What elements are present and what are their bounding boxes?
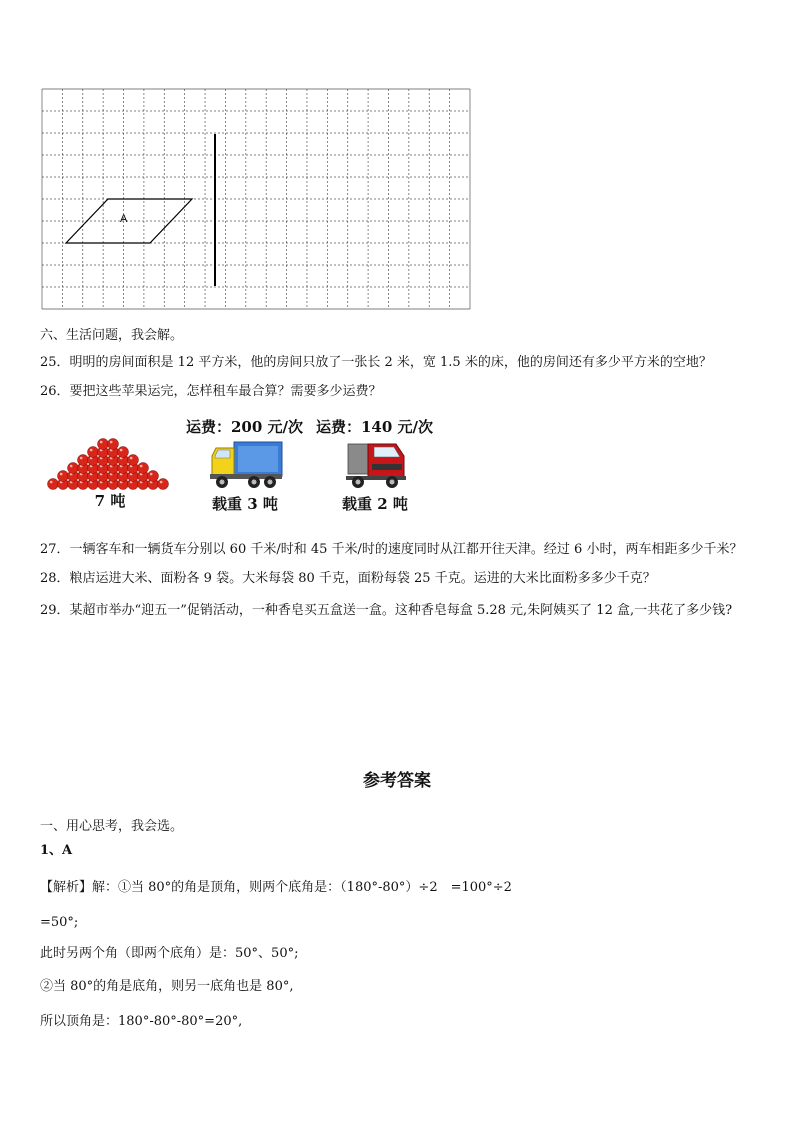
figure-label: A bbox=[120, 213, 128, 225]
analysis-line-3: 此时另两个角（即两个底角）是：50°、50°; bbox=[40, 946, 299, 961]
apple bbox=[108, 439, 119, 450]
apple-highlight bbox=[140, 465, 143, 468]
apple-highlight bbox=[70, 465, 73, 468]
truck-3t-image bbox=[208, 438, 284, 490]
analysis-line-1: 【解析】解：①当 80°的角是顶角，则两个底角是：（180°-80°）÷2 =100°÷2 bbox=[40, 880, 512, 895]
truck-3t-label: 载重 3 吨 bbox=[212, 495, 278, 513]
analysis-line-4: ②当 80°的角是底角，则另一底角也是 80°, bbox=[40, 979, 294, 994]
apple-pile-image bbox=[42, 434, 174, 490]
apple bbox=[148, 471, 159, 482]
analysis-line-5: 所以顶角是：180°-80°-80°=20°, bbox=[40, 1014, 243, 1029]
answer-item-1: 1、A bbox=[40, 843, 73, 858]
question-29: 29．某超市举办“迎五一”促销活动，一种香皂买五盒送一盒。这种香皂每盒 5.28 元,朱阿姨买了 12 盒,一共花了多少钱? bbox=[40, 603, 733, 618]
apple bbox=[58, 471, 69, 482]
parallelogram-a bbox=[66, 199, 192, 243]
apple-highlight bbox=[90, 449, 93, 452]
answers-title: 参考答案 bbox=[363, 771, 431, 791]
apple bbox=[138, 463, 149, 474]
apple-highlight bbox=[80, 457, 83, 460]
fee-truck-b: 运费：140 元/次 bbox=[316, 418, 434, 436]
apple-highlight bbox=[120, 449, 123, 452]
apple-pile-svg bbox=[42, 434, 174, 490]
apple bbox=[88, 447, 99, 458]
question-25: 25．明明的房间面积是 12 平方米，他的房间只放了一张长 2 米，宽 1.5 米的床，他的房间还有多少平方米的空地？ bbox=[40, 355, 712, 370]
apple-highlight bbox=[150, 473, 153, 476]
apple-highlight bbox=[50, 481, 53, 484]
apple-highlight bbox=[100, 441, 103, 444]
question-26: 26．要把这些苹果运完，怎样租车最合算？需要多少运费？ bbox=[40, 384, 382, 399]
apple bbox=[98, 439, 109, 450]
apple-highlight bbox=[110, 441, 113, 444]
apple bbox=[48, 479, 59, 490]
apple-highlight bbox=[130, 457, 133, 460]
apple bbox=[128, 455, 139, 466]
section6-heading: 六、生活问题，我会解。 bbox=[40, 328, 184, 343]
analysis-line-2: =50°; bbox=[40, 915, 79, 930]
question-28: 28．粮店运进大米、面粉各 9 袋。大米每袋 80 千克，面粉每袋 25 千克。运进的大米比面粉多多少千克？ bbox=[40, 571, 656, 586]
grid-lines bbox=[42, 89, 470, 309]
apple-highlight bbox=[160, 481, 163, 484]
answers-section1: 一、用心思考，我会选。 bbox=[40, 819, 184, 834]
grid-svg bbox=[40, 88, 472, 310]
apple bbox=[68, 463, 79, 474]
grid-figure bbox=[40, 88, 472, 310]
question-27: 27．一辆客车和一辆货车分别以 60 千米/时和 45 千米/时的速度同时从江都开往天津。经过 6 小时，两车相距多少千米？ bbox=[40, 542, 743, 557]
apples-weight-label: 7 吨 bbox=[94, 492, 126, 510]
truck-2t-label: 载重 2 吨 bbox=[342, 495, 408, 513]
fee-truck-a: 运费：200 元/次 bbox=[186, 418, 304, 436]
apple bbox=[158, 479, 169, 490]
apple bbox=[118, 447, 129, 458]
truck-2t-image bbox=[344, 438, 408, 490]
apple-highlight bbox=[60, 473, 63, 476]
apple bbox=[78, 455, 89, 466]
